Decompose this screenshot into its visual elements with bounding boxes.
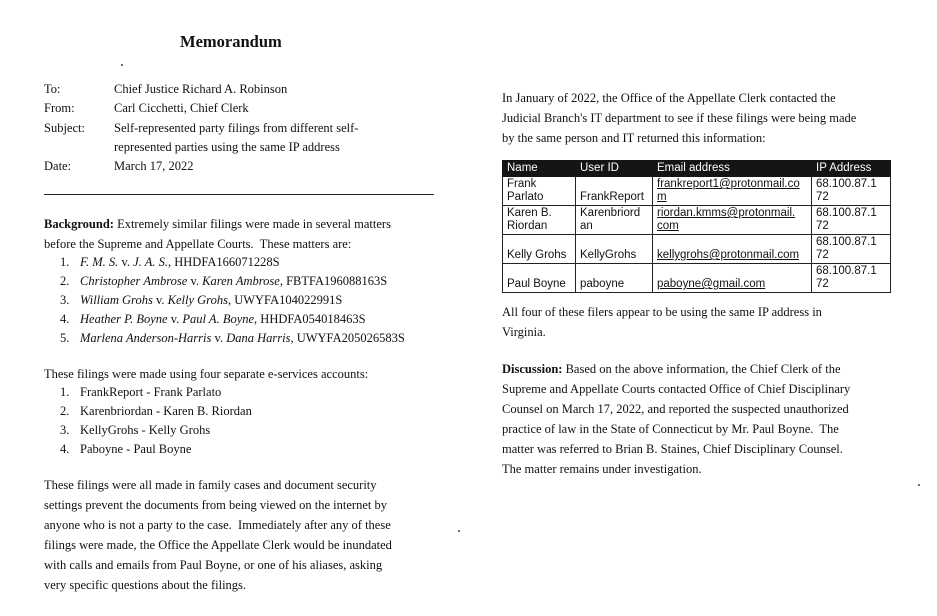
subject-label: Subject: <box>44 121 85 135</box>
background-line-2: before the Supreme and Appellate Courts. These matters are: <box>44 237 352 251</box>
to-value: Chief Justice Richard A. Robinson <box>114 82 288 96</box>
accounts-list <box>60 383 252 459</box>
table-row: Paul Boyne paboyne paboyne@gmail.com 68.100.87.1 72 <box>503 264 891 293</box>
scan-speck <box>918 484 920 486</box>
discussion-label: Discussion: <box>502 362 563 376</box>
background-line-1: Extremely similar filings were made in several matters <box>113 217 391 231</box>
header-email: Email address <box>653 161 812 177</box>
matter-item: 3. William Grohs v. Kelly Grohs, UWYFA104022991S <box>60 293 343 307</box>
matter-item: 4. Heather P. Boyne v. Paul A. Boyne, HHDFA054018463S <box>60 312 366 326</box>
matter-item: 1. F. M. S. v. J. A. S., HHDFA166071228S <box>60 255 280 269</box>
table-row: Kelly Grohs KellyGrohs kellygrohs@protonmail.com 68.100.87.1 72 <box>503 235 891 264</box>
email-link[interactable]: riordan.kmms@protonmail. com <box>653 206 812 235</box>
background-paragraph <box>44 214 391 254</box>
subject-line-2: represented parties using the same IP address <box>114 140 340 154</box>
ip-address-table <box>502 160 891 293</box>
account-item: 3. KellyGrohs - Kelly Grohs <box>60 423 211 437</box>
discussion-paragraph: Discussion: Based on the above information, the Chief Clerk of the Supreme and Appellate Courts contacted Office of Chief Disciplinary Counsel on March 17, 2022, and reported the suspected unauthorized practice of law in the State of Connecticut by Mr. Paul Boyne. The matter was referred to Brian B. Staines, Chief Disciplinary Counsel. The matter remains under investigation. <box>502 362 851 476</box>
matter-item: 2. Christopher Ambrose v. Karen Ambrose, FBTFA196088163S <box>60 274 388 288</box>
email-link[interactable]: kellygrohs@protonmail.com <box>653 235 812 264</box>
header-ip: IP Address <box>812 161 891 177</box>
account-item: 2. Karenbriordan - Karen B. Riordan <box>60 404 252 418</box>
security-paragraph: These filings were all made in family cases and document security settings prevent the documents from being viewed on the internet by anyone who is not a party to the case. Immediately after any of these filings were made, the Office the Appellate Clerk would be inundated with calls and emails from Paul Boyne, or one of his aliases, asking very specific questions about the filings. <box>44 478 392 592</box>
to-label: To: <box>44 82 61 96</box>
header-divider <box>44 194 434 195</box>
it-paragraph: In January of 2022, the Office of the Appellate Clerk contacted the Judicial Branch's IT department to see if these filings were being made by the same person and IT returned this information: <box>502 91 857 145</box>
from-label: From: <box>44 101 75 115</box>
matter-item: 5. Marlena Anderson-Harris v. Dana Harris, UWYFA205026583S <box>60 331 405 345</box>
date-label: Date: <box>44 159 72 173</box>
account-item: 1. FrankReport - Frank Parlato <box>60 385 222 399</box>
table-row: Karen B. Riordan Karenbriord an riordan.kmms@protonmail. com 68.100.87.1 72 <box>503 206 891 235</box>
from-value: Carl Cicchetti, Chief Clerk <box>114 101 249 115</box>
email-link[interactable]: frankreport1@protonmail.co m <box>653 177 812 206</box>
header-name: Name <box>503 161 576 177</box>
background-label: Background: <box>44 217 114 231</box>
table-header-row <box>503 161 891 177</box>
scan-speck <box>458 530 460 532</box>
filers-paragraph: All four of these filers appear to be using the same IP address in Virginia. <box>502 305 822 339</box>
date-value: March 17, 2022 <box>114 159 194 173</box>
header-user-id: User ID <box>576 161 653 177</box>
table-row: Frank Parlato FrankReport frankreport1@protonmail.co m 68.100.87.1 72 <box>503 177 891 206</box>
email-link[interactable]: paboyne@gmail.com <box>653 264 812 293</box>
matters-list <box>60 253 405 348</box>
account-item: 4. Paboyne - Paul Boyne <box>60 442 192 456</box>
scan-speck <box>121 64 123 66</box>
memo-title: Memorandum <box>180 32 282 51</box>
accounts-intro: These filings were made using four separate e-services accounts: <box>44 367 369 381</box>
subject-line-1: Self-represented party filings from different self- <box>114 121 359 135</box>
